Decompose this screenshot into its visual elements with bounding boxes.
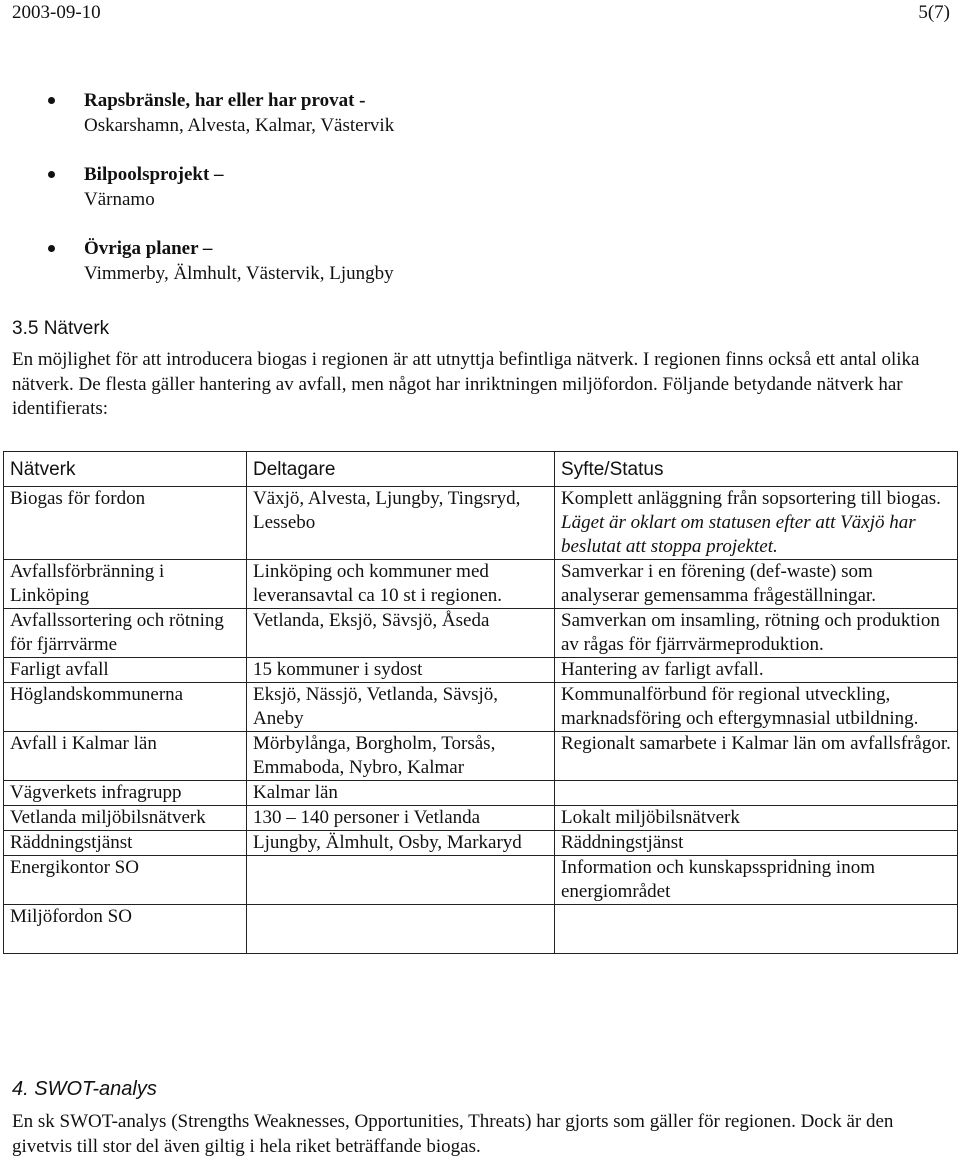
section-paragraph-natverk: En möjlighet för att introducera biogas i regionen är att utnyttja befintliga nätverk. I regionen finns också ett antal olika nätverk. De flesta gäller hantering av avfall, men något har inriktningen miljöfordon. Följande betydande nätverk har identifierats:: [12, 349, 920, 419]
cell-network: Räddningstjänst: [4, 831, 247, 856]
cell-participants: Vetlanda, Eksjö, Sävsjö, Åseda: [247, 609, 555, 658]
bullet-icon: [48, 245, 55, 252]
cell-network: Avfallssortering och rötning för fjärrvärme: [4, 609, 247, 658]
table-row: [4, 732, 958, 781]
purpose-status-note: Läget är oklart om statusen efter att Växjö har beslutat att stoppa projektet.: [561, 512, 916, 557]
list-item: [0, 162, 960, 212]
cell-network: Avfall i Kalmar län: [4, 732, 247, 781]
bullet-detail: Värnamo: [84, 189, 155, 210]
cell-network: Farligt avfall: [4, 658, 247, 683]
network-table: [3, 451, 958, 954]
table-row: [4, 487, 958, 560]
cell-purpose: [555, 905, 958, 954]
bullet-icon: [48, 171, 55, 178]
table-row: [4, 781, 958, 806]
list-item: [0, 88, 960, 138]
cell-purpose: Regionalt samarbete i Kalmar län om avfallsfrågor.: [555, 732, 958, 781]
bullet-list: [0, 88, 960, 310]
bullet-title: Övriga planer –: [84, 238, 213, 259]
cell-participants: 130 – 140 personer i Vetlanda: [247, 806, 555, 831]
cell-purpose: Hantering av farligt avfall.: [555, 658, 958, 683]
table-row: [4, 831, 958, 856]
cell-purpose: Information och kunskapsspridning inom energiområdet: [555, 856, 958, 905]
cell-participants: Växjö, Alvesta, Ljungby, Tingsryd, Lessebo: [247, 487, 555, 560]
table-row: [4, 609, 958, 658]
cell-network: Avfallsförbränning i Linköping: [4, 560, 247, 609]
column-header-network: Nätverk: [4, 452, 247, 487]
section-heading-natverk: 3.5 Nätverk: [12, 318, 110, 339]
bullet-title: Bilpoolsprojekt –: [84, 164, 224, 185]
cell-network: Höglandskommunerna: [4, 683, 247, 732]
header-page-number: 5(7): [918, 2, 950, 23]
table-row: [4, 856, 958, 905]
cell-network: Energikontor SO: [4, 856, 247, 905]
cell-participants: [247, 905, 555, 954]
table-row: [4, 560, 958, 609]
cell-purpose: Lokalt miljöbilsnätverk: [555, 806, 958, 831]
cell-network: Miljöfordon SO: [4, 905, 247, 954]
cell-participants: Linköping och kommuner med leveransavtal ca 10 st i regionen.: [247, 560, 555, 609]
cell-purpose: [555, 781, 958, 806]
column-header-purpose: Syfte/Status: [555, 452, 958, 487]
bullet-icon: [48, 97, 55, 104]
cell-purpose: [555, 487, 958, 560]
cell-purpose: Kommunalförbund för regional utveckling, marknadsföring och eftergymnasial utbildning.: [555, 683, 958, 732]
cell-participants: 15 kommuner i sydost: [247, 658, 555, 683]
table-row: [4, 806, 958, 831]
cell-participants: Ljungby, Älmhult, Osby, Markaryd: [247, 831, 555, 856]
cell-participants: Kalmar län: [247, 781, 555, 806]
cell-purpose: Räddningstjänst: [555, 831, 958, 856]
header-date: 2003-09-10: [12, 2, 101, 23]
cell-participants: Eksjö, Nässjö, Vetlanda, Sävsjö, Aneby: [247, 683, 555, 732]
bullet-title: Rapsbränsle, har eller har provat -: [84, 90, 366, 111]
cell-purpose: Samverkan om insamling, rötning och produktion av rågas för fjärrvärmeproduktion.: [555, 609, 958, 658]
section-paragraph-swot: En sk SWOT-analys (Strengths Weaknesses, Opportunities, Threats) har gjorts som gäller för regionen. Dock är den givetvis till stor del även giltig i hela riket beträffande biogas.: [12, 1111, 894, 1157]
table-row: [4, 905, 958, 954]
bullet-detail: Vimmerby, Älmhult, Västervik, Ljungby: [84, 263, 394, 284]
cell-network: Vägverkets infragrupp: [4, 781, 247, 806]
section-heading-swot: 4. SWOT-analys: [12, 1078, 157, 1100]
cell-participants: [247, 856, 555, 905]
bullet-detail: Oskarshamn, Alvesta, Kalmar, Västervik: [84, 115, 395, 136]
table-row: [4, 658, 958, 683]
table-header-row: [4, 452, 958, 487]
cell-network: Vetlanda miljöbilsnätverk: [4, 806, 247, 831]
cell-participants: Mörbylånga, Borgholm, Torsås, Emmaboda, Nybro, Kalmar: [247, 732, 555, 781]
purpose-text: Komplett anläggning från sopsortering till biogas.: [561, 488, 941, 509]
cell-network: Biogas för fordon: [4, 487, 247, 560]
cell-purpose: Samverkar i en förening (def-waste) som analyserar gemensamma frågeställningar.: [555, 560, 958, 609]
table-row: [4, 683, 958, 732]
list-item: [0, 236, 960, 286]
column-header-participants: Deltagare: [247, 452, 555, 487]
